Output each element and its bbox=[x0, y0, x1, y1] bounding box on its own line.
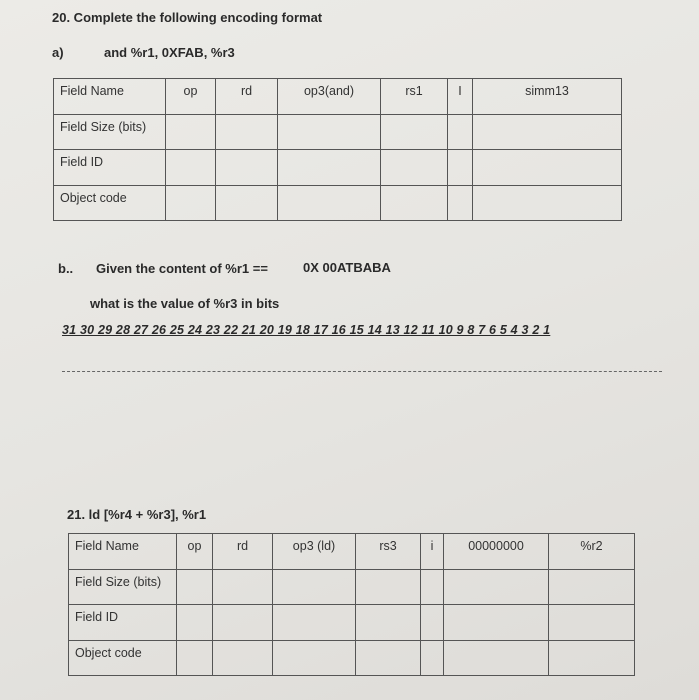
answer-cell[interactable] bbox=[444, 605, 549, 641]
answer-cell[interactable] bbox=[473, 185, 622, 221]
answer-cell[interactable] bbox=[166, 150, 216, 186]
field-name-cell: op3 (ld) bbox=[273, 534, 356, 570]
field-name-cell: rs1 bbox=[381, 79, 448, 115]
part-b-label: b.. bbox=[58, 261, 74, 276]
answer-cell[interactable] bbox=[166, 114, 216, 150]
answer-cell[interactable] bbox=[216, 150, 278, 186]
field-name-cell: i bbox=[421, 534, 444, 570]
table-row bbox=[54, 79, 622, 115]
encoding-table-21 bbox=[68, 533, 635, 676]
answer-cell[interactable] bbox=[381, 185, 448, 221]
table-row bbox=[54, 150, 622, 186]
answer-cell[interactable] bbox=[549, 569, 635, 605]
answer-cell[interactable] bbox=[381, 114, 448, 150]
answer-line bbox=[62, 371, 662, 372]
answer-cell[interactable] bbox=[421, 640, 444, 676]
answer-cell[interactable] bbox=[448, 150, 473, 186]
answer-cell[interactable] bbox=[213, 605, 273, 641]
table-row bbox=[69, 534, 635, 570]
answer-cell[interactable] bbox=[448, 185, 473, 221]
field-name-cell: simm13 bbox=[473, 79, 622, 115]
question-20-title: 20. Complete the following encoding format bbox=[52, 10, 323, 25]
part-b-value: 0X 00ATBABA bbox=[303, 260, 391, 275]
field-name-cell: rs3 bbox=[356, 534, 421, 570]
field-name-cell: rd bbox=[213, 534, 273, 570]
answer-cell[interactable] bbox=[549, 640, 635, 676]
row-label: Object code bbox=[69, 640, 177, 676]
row-label: Object code bbox=[54, 185, 166, 221]
answer-cell[interactable] bbox=[549, 605, 635, 641]
answer-cell[interactable] bbox=[216, 114, 278, 150]
row-label: Field Size (bits) bbox=[69, 569, 177, 605]
answer-cell[interactable] bbox=[421, 605, 444, 641]
table-row bbox=[69, 605, 635, 641]
answer-cell[interactable] bbox=[444, 569, 549, 605]
bit-numbers: 31 30 29 28 27 26 25 24 23 22 21 20 19 18 17 16 15 14 13 12 11 10 9 8 7 6 5 4 3 2 1 bbox=[62, 323, 551, 337]
field-name-cell: I bbox=[448, 79, 473, 115]
field-name-cell: op bbox=[166, 79, 216, 115]
answer-cell[interactable] bbox=[177, 569, 213, 605]
question-21-title: 21. ld [%r4 + %r3], %r1 bbox=[67, 507, 207, 522]
answer-cell[interactable] bbox=[273, 569, 356, 605]
row-label: Field Name bbox=[69, 534, 177, 570]
answer-cell[interactable] bbox=[473, 150, 622, 186]
answer-cell[interactable] bbox=[216, 185, 278, 221]
answer-cell[interactable] bbox=[278, 150, 381, 186]
part-a-label: a) bbox=[52, 45, 64, 60]
answer-cell[interactable] bbox=[473, 114, 622, 150]
answer-cell[interactable] bbox=[213, 640, 273, 676]
field-name-cell: %r2 bbox=[549, 534, 635, 570]
field-name-cell: rd bbox=[216, 79, 278, 115]
field-name-cell: op3(and) bbox=[278, 79, 381, 115]
answer-cell[interactable] bbox=[213, 569, 273, 605]
answer-cell[interactable] bbox=[278, 114, 381, 150]
table-row bbox=[54, 185, 622, 221]
answer-cell[interactable] bbox=[356, 605, 421, 641]
row-label: Field ID bbox=[54, 150, 166, 186]
answer-cell[interactable] bbox=[273, 605, 356, 641]
row-label: Field Name bbox=[54, 79, 166, 115]
part-b-given: Given the content of %r1 == bbox=[96, 261, 268, 276]
part-b-question: what is the value of %r3 in bits bbox=[90, 296, 280, 311]
answer-cell[interactable] bbox=[444, 640, 549, 676]
table-row bbox=[69, 569, 635, 605]
answer-cell[interactable] bbox=[381, 150, 448, 186]
table-row bbox=[54, 114, 622, 150]
encoding-table-20 bbox=[53, 78, 622, 221]
answer-cell[interactable] bbox=[278, 185, 381, 221]
row-label: Field Size (bits) bbox=[54, 114, 166, 150]
row-label: Field ID bbox=[69, 605, 177, 641]
field-name-cell: op bbox=[177, 534, 213, 570]
answer-cell[interactable] bbox=[448, 114, 473, 150]
answer-cell[interactable] bbox=[356, 569, 421, 605]
answer-cell[interactable] bbox=[166, 185, 216, 221]
answer-cell[interactable] bbox=[177, 605, 213, 641]
field-name-cell: 00000000 bbox=[444, 534, 549, 570]
answer-cell[interactable] bbox=[421, 569, 444, 605]
answer-cell[interactable] bbox=[356, 640, 421, 676]
answer-cell[interactable] bbox=[177, 640, 213, 676]
part-a-instruction: and %r1, 0XFAB, %r3 bbox=[104, 45, 235, 60]
table-row bbox=[69, 640, 635, 676]
answer-cell[interactable] bbox=[273, 640, 356, 676]
